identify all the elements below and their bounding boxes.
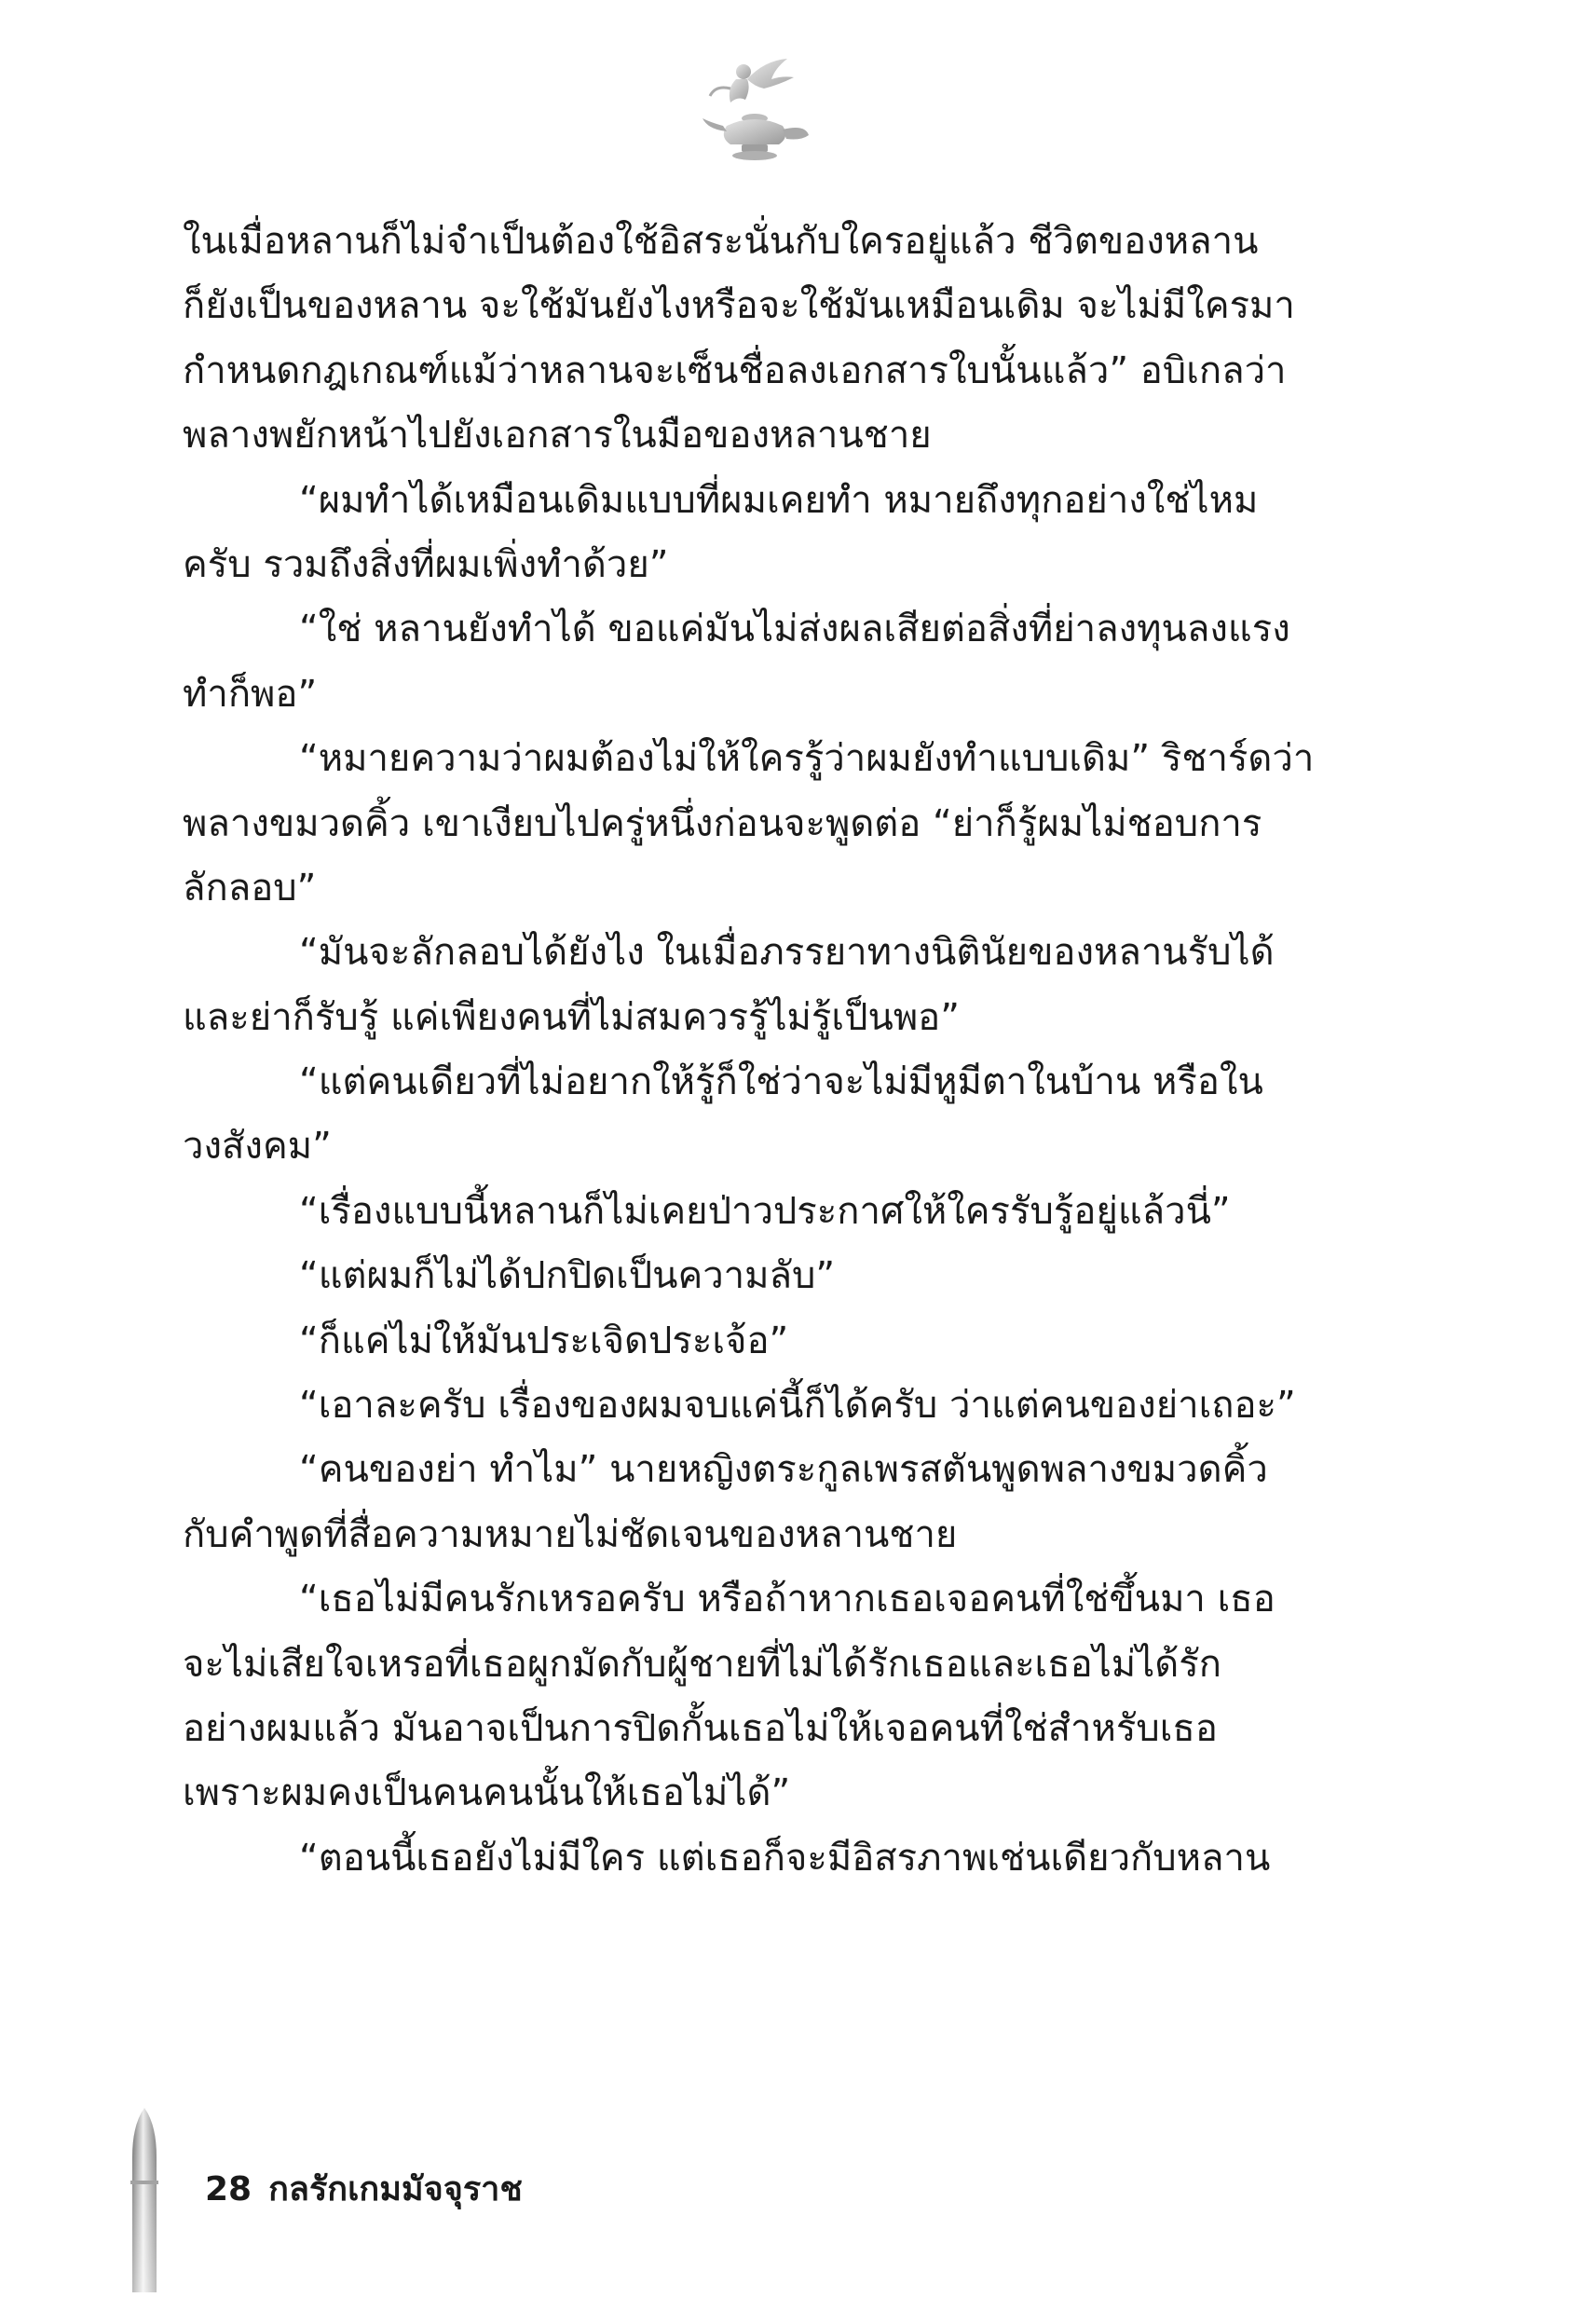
body-text <box>183 210 1329 1891</box>
bullet-icon <box>121 2106 168 2306</box>
text-line: “แต่ผมก็ไม่ได้ปกปิดเป็นความลับ” <box>299 1254 836 1298</box>
text-line: “แต่คนเดียวที่ไม่อยากให้รู้ก็ใช่ว่าจะไม่มีหูมีตาในบ้าน หรือใน <box>299 1060 1263 1104</box>
text-line: ลักลอบ” <box>183 866 317 909</box>
text-line: “เรื่องแบบนี้หลานก็ไม่เคยป่าวประกาศให้ใครรับรู้อยู่แล้วนี่” <box>299 1189 1231 1233</box>
text-line: “คนของย่า ทำไม” นายหญิงตระกูลเพรสตันพูดพลางขมวดคิ้ว <box>299 1448 1268 1492</box>
text-line: “หมายความว่าผมต้องไม่ให้ใครรู้ว่าผมยังทำแบบเดิม” ริชาร์ดว่า <box>299 737 1315 781</box>
page-number: 28 <box>205 2170 252 2208</box>
text-line: จะไม่เสียใจเหรอที่เธอผูกมัดกับผู้ชายที่ไม่ได้รักเธอและเธอไม่ได้รัก <box>183 1642 1221 1686</box>
text-line: ในเมื่อหลานก็ไม่จำเป็นต้องใช้อิสระนั่นกับใครอยู่แล้ว ชีวิตของหลาน <box>183 220 1259 263</box>
text-line: “ใช่ หลานยังทำได้ ขอแค่มันไม่ส่งผลเสียต่อสิ่งที่ย่าลงทุนลงแรง <box>299 608 1290 651</box>
text-line: ทำก็พอ” <box>183 672 318 716</box>
magic-lamp-cupid-icon <box>689 51 820 168</box>
text-lines <box>183 210 1329 1891</box>
text-line: อย่างผมแล้ว มันอาจเป็นการปิดกั้นเธอไม่ให้เจอคนที่ใช่สำหรับเธอ <box>183 1706 1218 1750</box>
text-line: และย่าก็รับรู้ แค่เพียงคนที่ไม่สมควรรู้ไม่รู้เป็นพอ” <box>183 995 960 1039</box>
text-line: กับคำพูดที่สื่อความหมายไม่ชัดเจนของหลานชาย <box>183 1512 958 1556</box>
page-footer <box>0 2097 1596 2311</box>
text-line: พลางขมวดคิ้ว เขาเงียบไปครู่หนึ่งก่อนจะพูดต่อ “ย่าก็รู้ผมไม่ชอบการ <box>183 801 1262 845</box>
text-line: “มันจะลักลอบได้ยังไง ในเมื่อภรรยาทางนิตินัยของหลานรับได้ <box>299 931 1275 975</box>
text-line: “ก็แค่ไม่ให้มันประเจิดประเจ้อ” <box>299 1319 789 1362</box>
text-line: “ตอนนี้เธอยังไม่มีใคร แต่เธอก็จะมีอิสรภาพเช่นเดียวกับหลาน <box>299 1836 1271 1880</box>
text-line: ครับ รวมถึงสิ่งที่ผมเพิ่งทำด้วย” <box>183 542 669 586</box>
text-line: “เธอไม่มีคนรักเหรอครับ หรือถ้าหากเธอเจอคนที่ใช่ขึ้นมา เธอ <box>299 1578 1275 1621</box>
text-line: “เอาละครับ เรื่องของผมจบแค่นี้ก็ได้ครับ ว่าแต่คนของย่าเถอะ” <box>299 1384 1296 1428</box>
text-line: กำหนดกฎเกณฑ์แม้ว่าหลานจะเซ็นชื่อลงเอกสารใบนั้นแล้ว” อบิเกลว่า <box>183 349 1287 392</box>
book-title: กลรักเกมมัจจุราช <box>268 2170 523 2208</box>
text-line: วงสังคม” <box>183 1125 332 1169</box>
text-line: พลางพยักหน้าไปยังเอกสารในมือของหลานชาย <box>183 414 932 458</box>
text-line: เพราะผมคงเป็นคนคนนั้นให้เธอไม่ได้” <box>183 1771 791 1815</box>
text-line: “ผมทำได้เหมือนเดิมแบบที่ผมเคยทำ หมายถึงทุกอย่างใช่ไหม <box>299 478 1259 522</box>
text-line: ก็ยังเป็นของหลาน จะใช้มันยังไงหรือจะใช้มันเหมือนเดิม จะไม่มีใครมา <box>183 284 1295 328</box>
footer-label <box>205 2162 523 2215</box>
